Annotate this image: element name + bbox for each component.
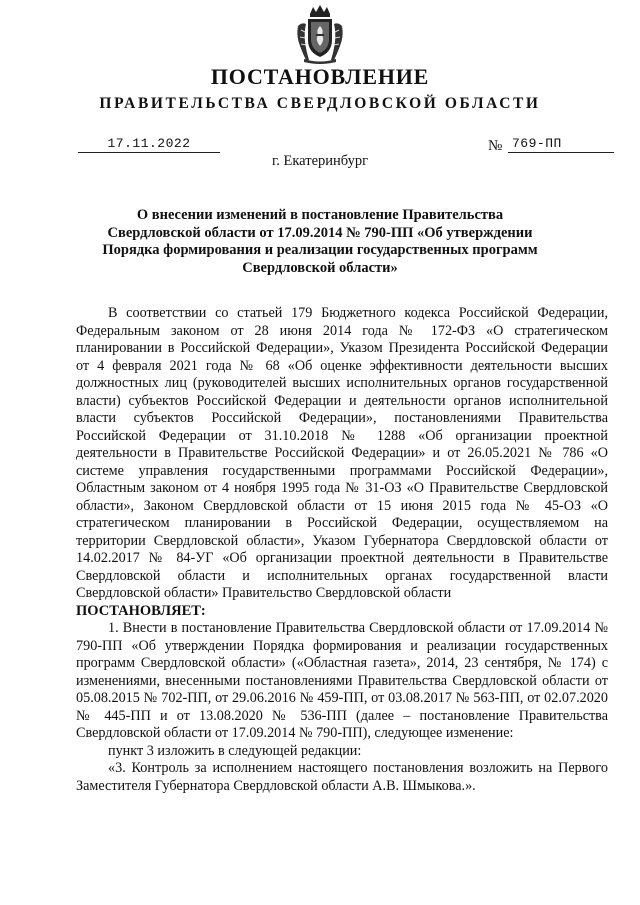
item-1-subparagraph: пункт 3 изложить в следующей редакции: — [108, 742, 362, 759]
document-body — [76, 305, 608, 795]
document-date: 17.11.2022 — [78, 136, 220, 153]
item-1-paragraph: 1. Внести в постановление Правительства Свердловской области от 17.09.2014 № 790-ПП «Об утверждении Порядка формирования и реализации государственных программ Свердловской области» («Областная газета», 2014, 23 сентября, № 174) с изменениями, внесенными постановлениями Правительства Свердловской области от 05.08.2015 № 702-ПП, от 29.06.2016 № 459-ПП, от 03.08.2017 № 563-ПП, от 02.07.2020 № 445-ПП и от 13.08.2020 № 536-ПП (далее – постановление Правительства Свердловской области от 17.09.2014 № 790-ПП), следующее изменение: — [76, 620, 608, 741]
document-type-title: ПОСТАНОВЛЕНИЕ — [210, 64, 430, 89]
issuer-title: ПРАВИТЕЛЬСТВА СВЕРДЛОВСКОЙ ОБЛАСТИ — [99, 95, 541, 112]
number-sign: № — [488, 138, 503, 154]
preamble-paragraph: В соответствии со статьей 179 Бюджетного кодекса Российской Федерации, Федеральным законом от 28 июня 2014 года № 172-ФЗ «О стратегическом планировании в Российской Федерации», Указом Президента Российской Федерации от 4 февраля 2021 года № 68 «Об оценке эффективности деятельности высших должностных лиц (руководителей высших исполнительных органов государственной власти) субъектов Российской Федерации и деятельности органов исполнительной власти субъектов Российской Федерации», постановлениями Правительства Российской Федерации от 31.10.2018 № 1288 «Об организации проектной деятельности в Правительстве Российской Федерации» и от 26.05.2021 № 786 «О системе управления государственными программами Российской Федерации», Областным законом от 4 ноября 1995 года № 31-ОЗ «О Правительстве Свердловской области», Законом Свердловской области от 15 июня 2015 года № 45-ОЗ «О стратегическом планировании в Российской Федерации, осуществляемом на территории Свердловской области», Указом Губернатора Свердловской области от 14.02.2017 № 84-УГ «Об организации проектной деятельности в Правительстве Свердловской области и исполнительных органах государственной власти Свердловской области» Правительство Свердловской области — [76, 305, 608, 601]
document-number: 769-ПП — [508, 136, 614, 153]
item-1-quote: «3. Контроль за исполнением настоящего постановления возложить на Первого Заместителя Губернатора Свердловской области А.В. Шмыкова.». — [76, 760, 608, 794]
coat-of-arms-icon — [295, 4, 345, 64]
decree-word: ПОСТАНОВЛЯЕТ: — [76, 602, 206, 619]
city: г. Екатеринбург — [271, 153, 369, 169]
document-heading: О внесении изменений в постановление Правительства Свердловской области от 17.09.2014 № 790-ПП «Об утверждении Порядка формирования и реализации государственных программ Свердловской области» — [102, 207, 538, 276]
